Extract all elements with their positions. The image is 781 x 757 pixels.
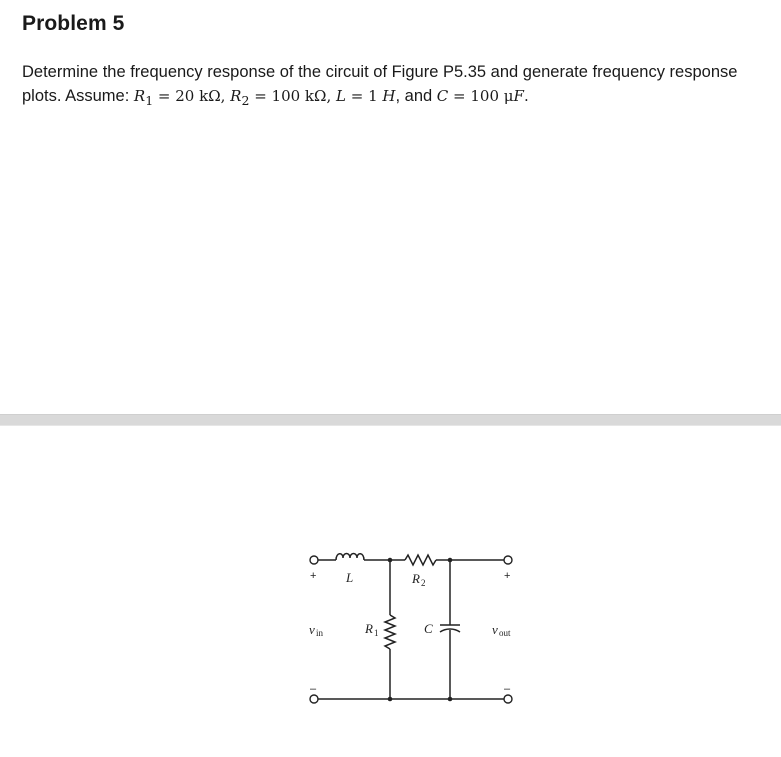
node-top-right xyxy=(448,558,453,563)
vin-minus-label: – xyxy=(310,683,317,695)
c-end: . xyxy=(523,87,529,105)
r1-resistor xyxy=(385,615,395,649)
r1-subscript: 1 xyxy=(145,93,154,108)
vin-label-sub: in xyxy=(316,628,324,638)
r2-label-sub: 2 xyxy=(421,578,426,588)
node-bottom-right xyxy=(448,697,453,702)
r1-label-sub: 1 xyxy=(374,628,379,638)
r2-label: R xyxy=(412,571,420,586)
c-symbol: C xyxy=(436,87,449,105)
r2-symbol: R xyxy=(230,87,242,105)
vin-plus-label: + xyxy=(310,570,317,582)
terminal-out-top xyxy=(504,556,512,564)
c-label: C xyxy=(424,621,433,636)
inductor-label: L xyxy=(346,570,354,585)
vin-label: v xyxy=(309,622,315,637)
inductor-coil xyxy=(336,554,364,561)
c-value: = 100 μ xyxy=(448,87,514,105)
c-unit: F xyxy=(513,87,524,105)
node-top-left xyxy=(388,558,393,563)
terminal-in-top xyxy=(310,556,318,564)
r2-subscript: 2 xyxy=(241,93,250,108)
vout-label-sub: out xyxy=(499,628,511,638)
vout-label: v xyxy=(492,622,498,637)
l-symbol: L xyxy=(336,87,346,105)
node-bottom-left xyxy=(388,697,393,702)
terminal-in-bottom xyxy=(310,695,318,703)
r2-resistor xyxy=(405,555,436,565)
r2-value: = 100 kΩ, xyxy=(249,87,336,105)
and-text: , and xyxy=(395,87,437,105)
vout-minus-label: – xyxy=(504,683,511,695)
l-value: = 1 xyxy=(345,87,383,105)
vout-plus-label: + xyxy=(504,570,511,582)
r1-symbol: R xyxy=(133,87,146,105)
l-unit: H xyxy=(382,87,396,105)
problem-title: Problem 5 xyxy=(22,12,125,35)
r1-value: = 20 kΩ, xyxy=(153,87,231,105)
r1-label: R xyxy=(365,621,373,636)
problem-intro: Determine the frequency response of the circuit of Figure P5.35 and generate frequency response plots. Assume: xyxy=(22,63,738,105)
terminal-out-bottom xyxy=(504,695,512,703)
